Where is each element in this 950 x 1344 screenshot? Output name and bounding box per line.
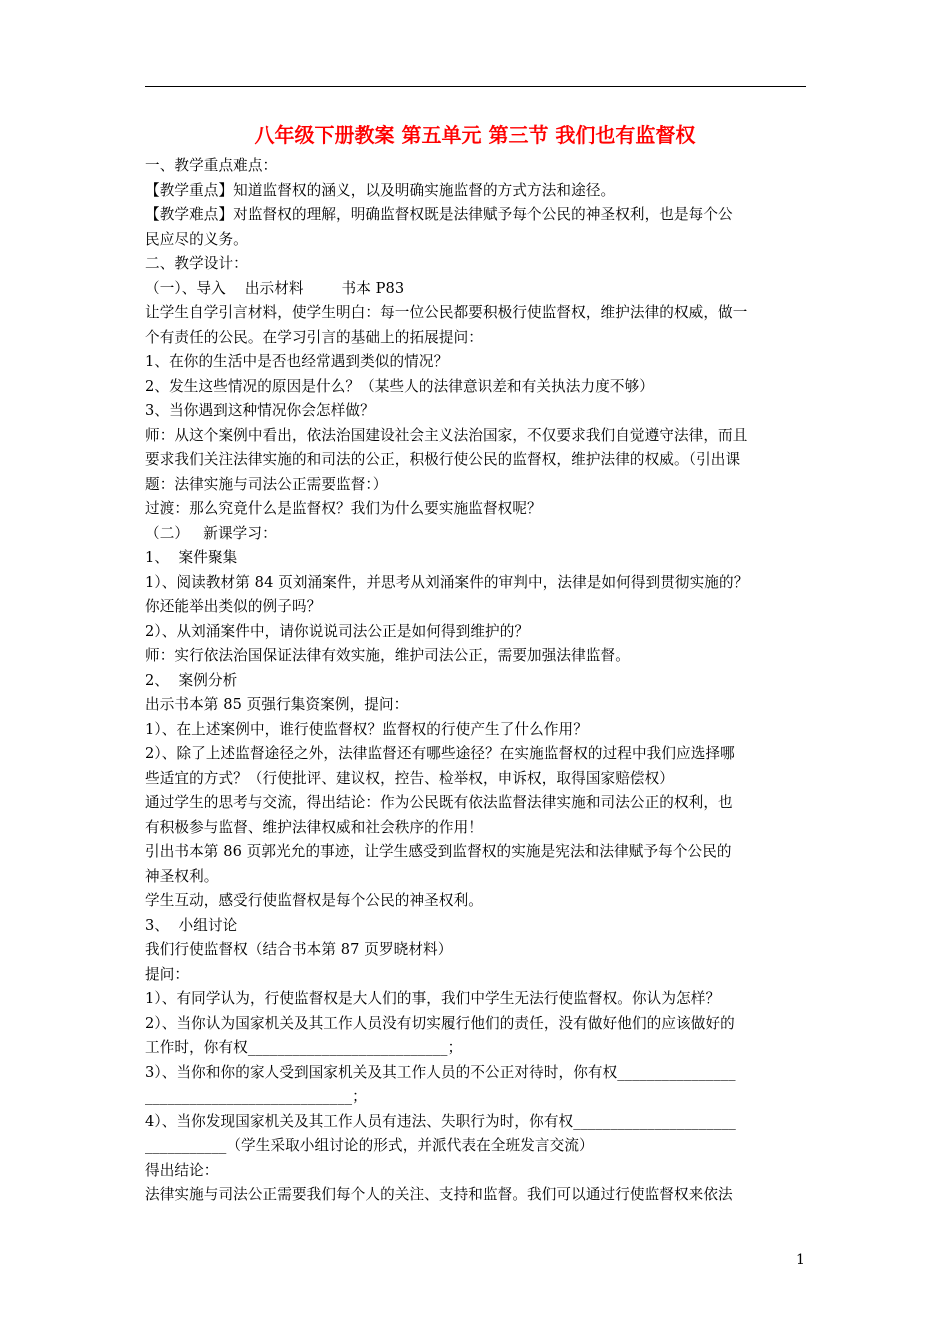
text-line: 2、发生这些情况的原因是什么？（某些人的法律意识差和有关执法力度不够）: [145, 377, 654, 395]
text-line: 引出书本第 86 页郭光允的事迹，让学生感受到监督权的实施是宪法和法律赋予每个公民的: [145, 843, 732, 860]
text-line: 3、当你遇到这种情况你会怎样做？: [145, 402, 375, 419]
text-line: 二、教学设计：: [145, 255, 248, 272]
text-line: 我们行使监督权（结合书本第 87 页罗晓材料）: [145, 941, 453, 958]
document-title: 八年级下册教案 第五单元 第三节 我们也有监督权: [254, 123, 696, 147]
text-line: 1）、阅读教材第 84 页刘涌案件，并思考从刘涌案件的审判中，法律是如何得到贯彻实施的？: [145, 573, 749, 591]
document-body: [145, 154, 808, 1208]
text-line: ___________（学生采取小组讨论的形式，并派代表在全班发言交流）: [145, 1137, 594, 1154]
text-line: 提问：: [145, 965, 190, 983]
text-line: （二） 新课学习：: [145, 524, 277, 542]
text-line: 3、 小组讨论: [145, 916, 238, 934]
text-line: 学生互动，感受行使监督权是每个公民的神圣权利。: [145, 892, 483, 909]
text-line: 1、 案件聚集: [145, 549, 238, 566]
text-line: 1、在你的生活中是否也经常遇到类似的情况？: [145, 353, 449, 370]
text-line: 2）、除了上述监督途径之外，法律监督还有哪些途径？在实施监督权的过程中我们应选择哪: [145, 745, 735, 762]
text-line: 1）、在上述案例中，谁行使监督权？监督权的行使产生了什么作用？: [145, 720, 588, 738]
text-line: （一）、导入 出示材料 书本 P83: [145, 279, 405, 297]
text-line: 师：实行依法治国保证法律有效实施，维护司法公正，需要加强法律监督。: [145, 647, 630, 664]
text-line: 神圣权利。: [145, 867, 219, 885]
text-line: 【教学重点】知道监督权的涵义，以及明确实施监督的方式方法和途径。: [145, 181, 616, 199]
text-line: 有积极参与监督、维护法律权威和社会秩序的作用！: [145, 818, 483, 836]
text-line: 2）、当你认为国家机关及其工作人员没有切实履行他们的责任，没有做好他们的应该做好的: [145, 1014, 735, 1032]
text-line: 2）、从刘涌案件中，请你说说司法公正是如何得到维护的？: [145, 622, 530, 640]
page-number: 1: [796, 1252, 805, 1268]
text-line: 4）、当你发现国家机关及其工作人员有违法、失职行为时，你有权______________________: [145, 1112, 736, 1130]
text-line: 法律实施与司法公正需要我们每个人的关注、支持和监督。我们可以通过行使监督权来依法: [145, 1186, 733, 1203]
text-line: 【教学难点】对监督权的理解，明确监督权既是法律赋予每个公民的神圣权利，也是每个公: [145, 206, 733, 223]
text-line: 一、教学重点难点：: [145, 157, 278, 174]
text-line: 3）、当你和你的家人受到国家机关及其工作人员的不公正对待时，你有权________________: [145, 1063, 736, 1081]
text-line: 题：法律实施与司法公正需要监督：）: [145, 475, 388, 493]
text-line: 1）、有同学认为，行使监督权是大人们的事，我们中学生无法行使监督权。你认为怎样？: [145, 990, 721, 1007]
text-line: 些适宜的方式？（行使批评、建议权，控告、检举权，申诉权，取得国家赔偿权）: [145, 769, 674, 787]
header-rule: [145, 86, 806, 87]
text-line: 让学生自学引言材料，使学生明白：每一位公民都要积极行使监督权，维护法律的权威，做一: [145, 304, 748, 321]
text-line: 个有责任的公民。在学习引言的基础上的拓展提问：: [145, 328, 483, 346]
text-line: 出示书本第 85 页强行集资案例，提问：: [145, 696, 409, 713]
text-line: 过渡：那么究竟什么是监督权？我们为什么要实施监督权呢？: [145, 500, 542, 517]
text-line: 2、 案例分析: [145, 671, 238, 689]
text-line: 民应尽的义务。: [145, 230, 248, 248]
text-line: 通过学生的思考与交流，得出结论：作为公民既有依法监督法律实施和司法公正的权利，也: [145, 794, 733, 811]
text-line: 得出结论：: [145, 1161, 219, 1179]
text-line: 要求我们关注法律实施的和司法的公正，积极行使公民的监督权，维护法律的权威。（引出课: [145, 451, 741, 468]
text-line: 你还能举出类似的例子吗？: [145, 598, 322, 615]
text-line: 师：从这个案例中看出，依法治国建设社会主义法治国家，不仅要求我们自觉遵守法律，而且: [145, 426, 748, 444]
text-line: ____________________________；: [145, 1088, 367, 1105]
text-line: 工作时，你有权___________________________；: [145, 1039, 463, 1056]
